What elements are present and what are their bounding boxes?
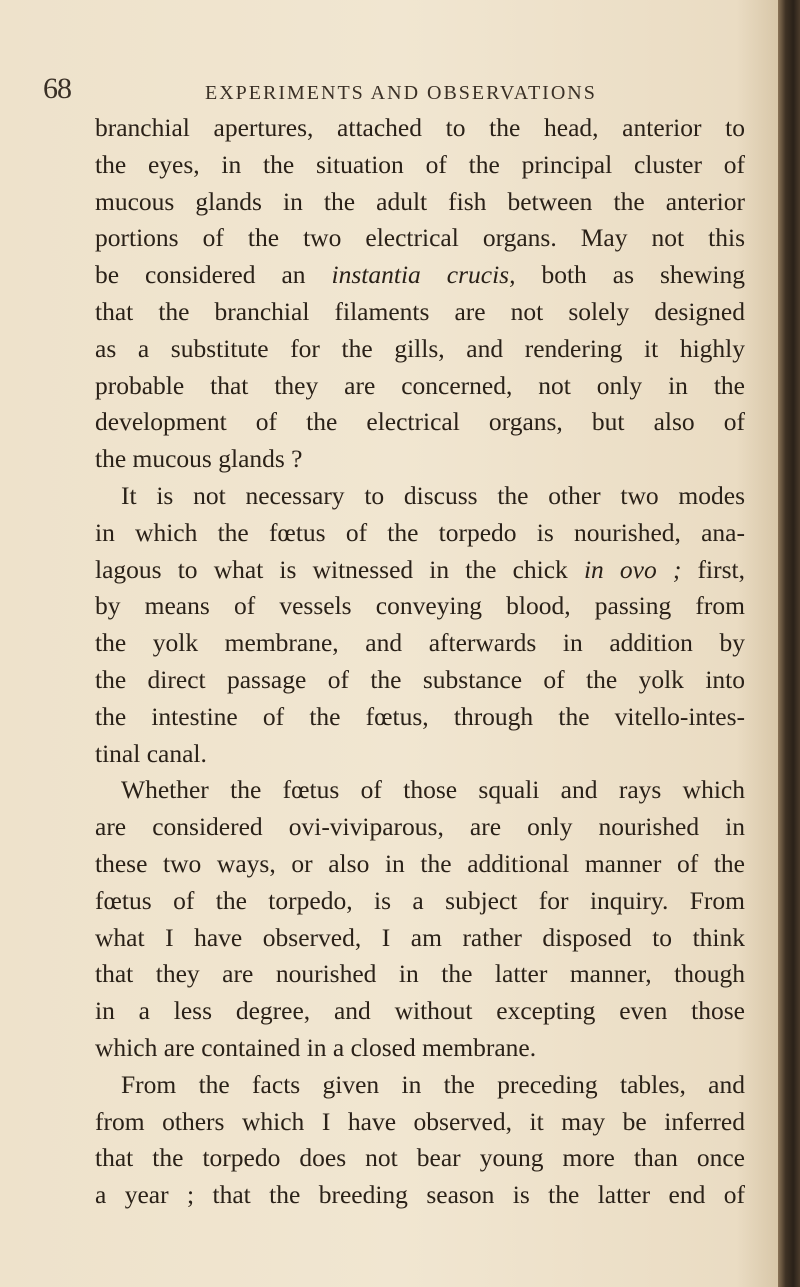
text-line xyxy=(95,552,745,589)
text-line: Whether the fœtus of those squali and rays which xyxy=(121,775,745,805)
text-line: It is not necessary to discuss the other two modes xyxy=(121,480,745,510)
paragraph xyxy=(95,772,745,1066)
paragraph xyxy=(95,110,745,478)
text-line: that they are nourished in the latter manner, though xyxy=(95,959,745,989)
text-line: fœtus of the torpedo, is a subject for inquiry. From xyxy=(95,885,745,915)
text-line: these two ways, or also in the additional manner of the xyxy=(95,848,745,878)
text-line: what I have observed, I am rather disposed to think xyxy=(95,922,745,952)
text-line: mucous glands in the adult fish between the anterior xyxy=(95,186,745,216)
text-line: in which the fœtus of the torpedo is nourished, ana- xyxy=(95,517,745,547)
text-segment: lagous to what is witnessed in the chick xyxy=(95,554,584,584)
text-line: the yolk membrane, and afterwards in addition by xyxy=(95,628,745,658)
italic-term: in ovo ; xyxy=(583,554,682,584)
text-line: development of the electrical organs, but also of xyxy=(95,407,745,437)
text-line: From the facts given in the preceding tables, and xyxy=(121,1069,745,1099)
page-binding-edge xyxy=(778,0,800,1287)
text-segment: be considered an xyxy=(95,260,332,290)
text-line: tinal canal. xyxy=(95,738,207,768)
text-line: that the branchial filaments are not solely designed xyxy=(95,296,745,326)
text-line: the direct passage of the substance of the yolk into xyxy=(95,664,745,694)
text-line: as a substitute for the gills, and rendering it highly xyxy=(95,333,745,363)
text-line: in a less degree, and without excepting even those xyxy=(95,996,745,1026)
paragraph xyxy=(95,1067,745,1214)
text-line: that the torpedo does not bear young more than once xyxy=(95,1143,745,1173)
text-line: are considered ovi-viviparous, are only nourished in xyxy=(95,812,745,842)
text-line: portions of the two electrical organs. May not this xyxy=(95,223,745,253)
text-line: which are contained in a closed membrane. xyxy=(95,1032,537,1062)
text-line: branchial apertures, attached to the head, anterior to xyxy=(95,113,745,142)
running-title: EXPERIMENTS AND OBSERVATIONS xyxy=(205,82,597,104)
text-line: a year ; that the breeding season is the latter end of xyxy=(95,1180,745,1210)
italic-term: instantia crucis, xyxy=(331,260,516,290)
text-line: by means of vessels conveying blood, passing from xyxy=(95,591,745,621)
body-text xyxy=(95,110,745,1214)
page-header xyxy=(43,72,763,112)
text-line: the intestine of the fœtus, through the vitello-intes- xyxy=(95,701,745,731)
text-segment: both as shewing xyxy=(515,260,745,290)
text-line: probable that they are concerned, not only in the xyxy=(95,370,745,400)
text-line: the eyes, in the situation of the principal cluster of xyxy=(95,149,745,179)
text-segment: first, xyxy=(681,554,746,584)
page-number: 68 xyxy=(43,72,71,105)
paragraph xyxy=(95,478,745,772)
text-line: from others which I have observed, it may be inferred xyxy=(95,1106,745,1136)
text-line: the mucous glands ? xyxy=(95,444,303,474)
text-line xyxy=(95,257,745,294)
